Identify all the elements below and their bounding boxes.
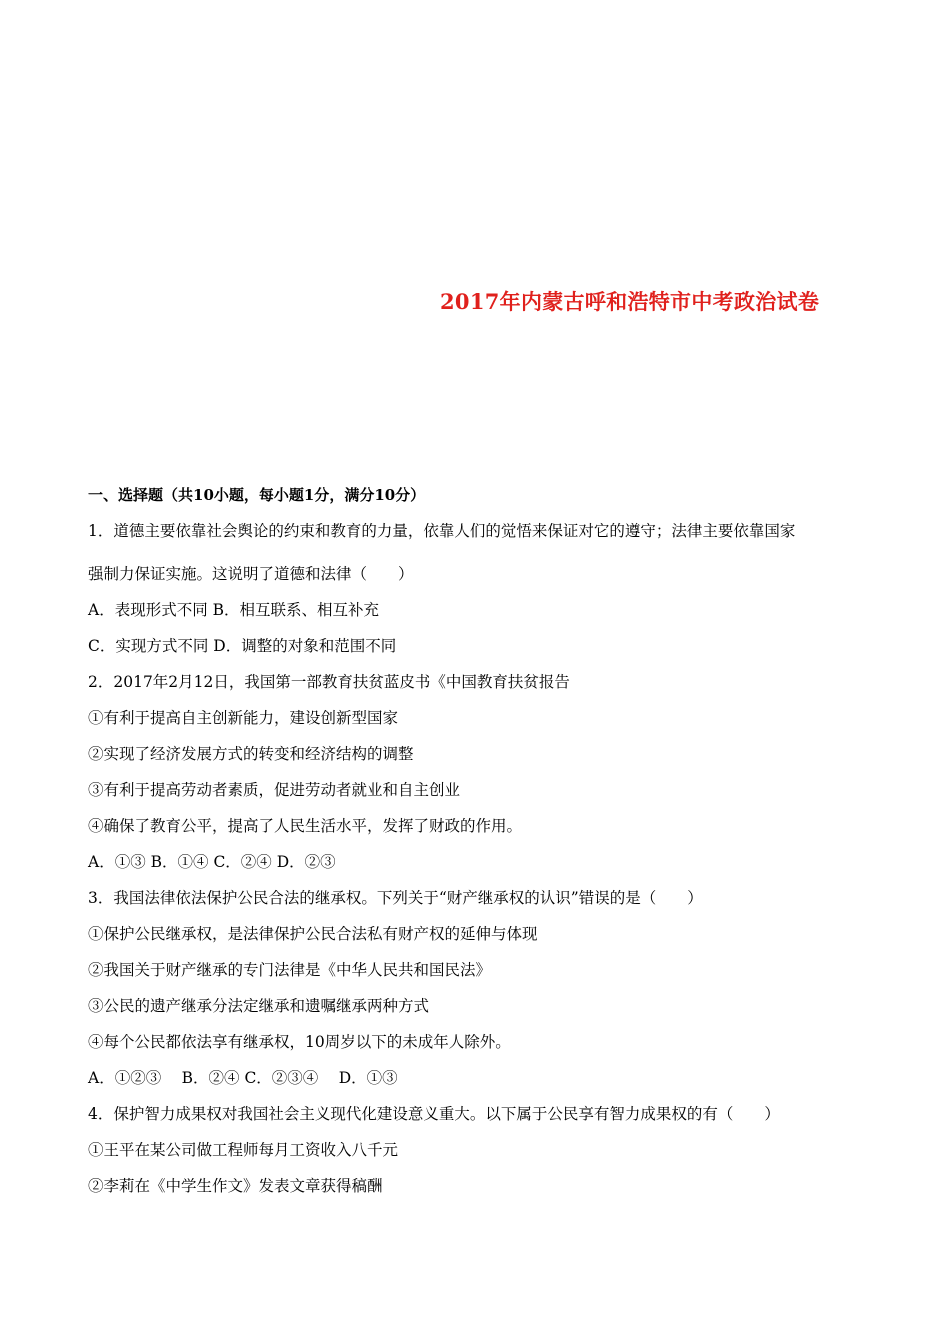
section-heading: 一、选择题（共10小题，每小题1分，满分10分） — [88, 486, 426, 504]
question-2-options: A．①③ B．①④ C．②④ D．②③ — [88, 853, 336, 871]
question-4-stem: 4．保护智力成果权对我国社会主义现代化建设意义重大。以下属于公民享有智力成果权的有（ ） — [88, 1105, 780, 1123]
question-2-item-1: ①有利于提高自主创新能力，建设创新型国家 — [88, 709, 399, 727]
question-4-item-2: ②李莉在《中学生作文》发表文章获得稿酬 — [88, 1177, 383, 1195]
question-1-options-cd: C．实现方式不同 D．调整的对象和范围不同 — [88, 637, 397, 655]
question-3-item-3: ③公民的遗产继承分法定继承和遗嘱继承两种方式 — [88, 997, 430, 1015]
question-2-item-3: ③有利于提高劳动者素质，促进劳动者就业和自主创业 — [88, 781, 461, 799]
question-2-item-2: ②实现了经济发展方式的转变和经济结构的调整 — [88, 745, 414, 763]
question-4-item-1: ①王平在某公司做工程师每月工资收入八千元 — [88, 1141, 399, 1159]
question-3-item-1: ①保护公民继承权，是法律保护公民合法私有财产权的延伸与体现 — [88, 925, 538, 943]
document-title: 2017年内蒙古呼和浩特市中考政治试卷 — [440, 289, 820, 314]
question-3-item-2: ②我国关于财产继承的专门法律是《中华人民共和国民法》 — [88, 961, 492, 979]
question-3-item-4: ④每个公民都依法享有继承权，10周岁以下的未成年人除外。 — [88, 1033, 511, 1051]
question-1-stem-line-1: 1．道德主要依靠社会舆论的约束和教育的力量，依靠人们的觉悟来保证对它的遵守；法律主要依靠国家 — [88, 522, 796, 540]
question-2-item-4: ④确保了教育公平，提高了人民生活水平，发挥了财政的作用。 — [88, 817, 523, 835]
question-1-stem-line-2: 强制力保证实施。这说明了道德和法律（ ） — [88, 565, 414, 583]
question-3-options: A．①②③ B．②④ C．②③④ D．①③ — [88, 1069, 398, 1087]
question-3-stem: 3．我国法律依法保护公民合法的继承权。下列关于“财产继承权的认识”错误的是（ ） — [88, 889, 703, 907]
question-2-stem: 2．2017年2月12日，我国第一部教育扶贫蓝皮书《中国教育扶贫报告 — [88, 673, 570, 691]
question-1-options-ab: A．表现形式不同 B．相互联系、相互补充 — [88, 601, 380, 619]
